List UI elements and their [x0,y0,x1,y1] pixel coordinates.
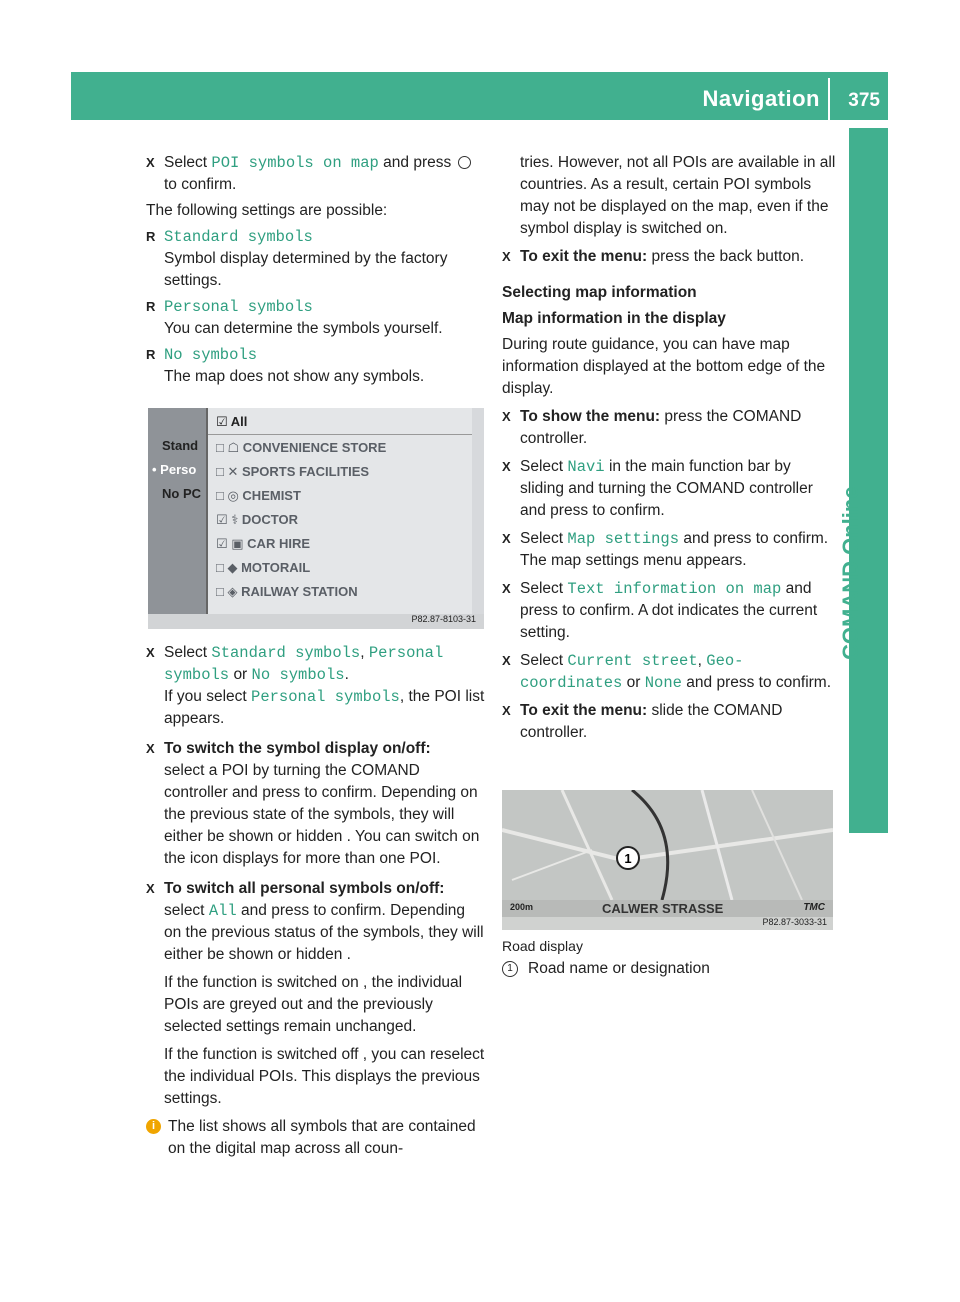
figure-caption: Road display [502,938,583,954]
step-map-settings: X Select Map settings and press to confirm. The map settings menu appears. [502,528,837,572]
tmc-logo: TMC [803,902,825,913]
map-info-intro: During route guidance, you can have map information displayed at the bottom edge of the display. [502,336,826,397]
screen-left-panel: Stand • Perso No PC [148,408,206,629]
info-bar [502,900,833,917]
list-item: □ ☖ CONVENIENCE STORE [216,440,387,455]
page-header [71,72,888,120]
side-bar [849,128,888,833]
header-divider [828,78,830,120]
code-poi-symbols: POI symbols on map [211,154,379,172]
poi-list-screenshot [148,408,484,629]
left-column [146,152,486,388]
heading-map-info: Selecting map information [502,284,697,301]
option-personal: R Personal symbols You can determine the symbols yourself. [146,296,486,340]
option-none: R No symbols The map does not show any symbols. [146,344,486,388]
side-tab-label: COMAND Online [838,486,863,660]
step-exit-menu: X To exit the menu: press the back button. [502,246,837,268]
info-icon: i [146,1119,161,1134]
list-item: □ ◈ RAILWAY STATION [216,584,358,599]
step-exit-menu-2: X To exit the menu: slide the COMAND controller. [502,700,837,744]
subheading-display: Map information in the display [502,310,726,327]
figure-legend: 1 Road name or designation [502,960,710,978]
settings-intro: The following settings are possible: [146,202,388,219]
option-standard: R Standard symbols Symbol display determined by the factory settings. [146,226,486,292]
step-switch-display: X To switch the symbol display on/off: select a POI by turning the COMAND controller and press to confirm. Depending on the previous state of the symbols, they will either be shown or hidden . You can switch on the icon displays for more than one POI. [146,738,486,870]
list-item: □ ◎ CHEMIST [216,488,301,503]
road-display-screenshot [502,790,833,930]
step-show-menu: X To show the menu: press the COMAND controller. [502,406,837,450]
poi-header-all: ☑ All [216,414,248,429]
para-switched-on: If the function is switched on , the individual POIs are greyed out and the previously selected settings remain unchanged. [164,974,463,1035]
list-item: ☑ ▣ CAR HIRE [216,536,311,551]
image-ref: P82.87-8103-31 [148,614,484,629]
image-ref: P82.87-3033-31 [502,917,833,930]
list-item: □ ◆ MOTORAIL [216,560,311,575]
legend-number: 1 [502,961,518,977]
right-column [502,152,837,744]
step-switch-all: X To switch all personal symbols on/off: select All and press to confirm. Depending on the previous status of the symbols, they will either be shown or hidden . [146,878,486,966]
step-select-navi: X Select Navi in the main function bar by sliding and turning the COMAND controller and press to confirm. [502,456,837,522]
press-icon [458,156,471,169]
step-poi-symbols: X Select POI symbols on map and press to confirm. [146,152,486,196]
step-select-street: X Select Current street, Geo-coordinates or None and press to confirm. [502,650,837,694]
left-column-lower [146,642,486,1160]
list-item: ☑ ⚕ DOCTOR [216,512,299,527]
section-title: Navigation [702,86,820,111]
step-text-info: X Select Text information on map and press to confirm. A dot indicates the current setting. [502,578,837,644]
para-switched-off: If the function is switched off , you can reselect the individual POIs. This displays the previous settings. [164,1046,485,1107]
scale-label: 200m [510,902,534,912]
poi-list [206,408,474,614]
note-continued: tries. However, not all POIs are available in all countries. As a result, certain POI symbols may not be displayed on the map, even if the symbol display is switched on. [520,154,836,237]
street-name: CALWER STRASSE [602,901,724,916]
map-view [502,790,833,900]
info-note: i The list shows all symbols that are contained on the digital map across all coun- [146,1116,486,1160]
step-select-symbols: X Select Standard symbols, Personal symbols or No symbols. If you select Personal symbols, the POI list appears. [146,642,486,730]
scrollbar [472,408,484,614]
list-item: □ ✕ SPORTS FACILITIES [216,464,370,479]
page-number: 375 [848,90,880,111]
callout-number: 1 [624,851,632,866]
